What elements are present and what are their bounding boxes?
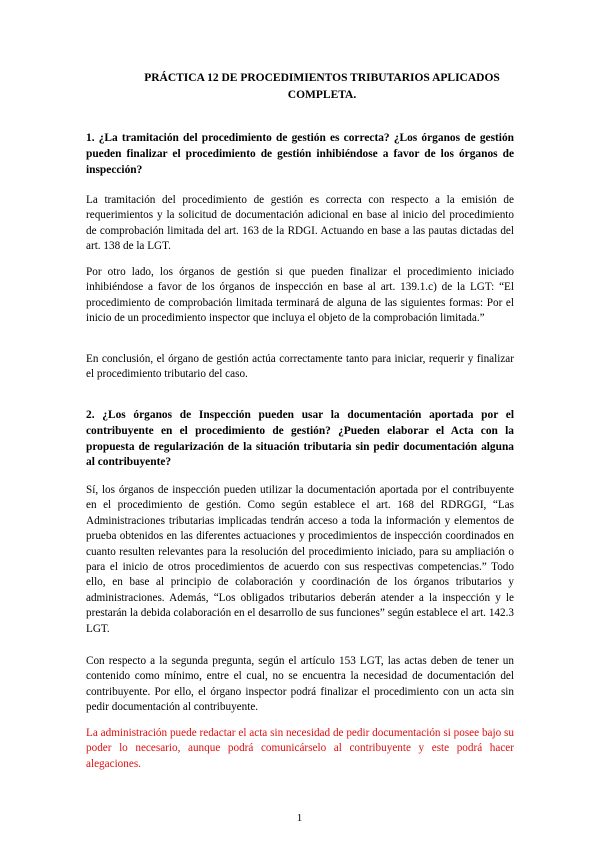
title-line-2: COMPLETA. — [287, 89, 357, 101]
document-title — [100, 70, 544, 104]
answer-1-paragraph-3: En conclusión, el órgano de gestión actúa correctamente tanto para iniciar, requerir y finalizar el procedimiento tributario del caso. — [86, 353, 514, 381]
question-1: 1. ¿La tramitación del procedimiento de gestión es correcta? ¿Los órganos de gestión pueden finalizar el procedimiento de gestión inhibiéndose a favor de los órganos de inspección? — [86, 132, 514, 176]
answer-2-paragraph-2: Con respecto a la segunda pregunta, según el artículo 153 LGT, las actas deben de tener un contenido como mínimo, entre el cual, no se encuentra la necesidad de documentación del contribuyente. Por ello, el órgano inspector podrá finalizar el procedimiento con un acta sin pedir documentación al contribuyente. — [86, 655, 514, 714]
answer-2-paragraph-3-red: La administración puede redactar el acta sin necesidad de pedir documentación si posee bajo su poder lo necesario, aunque podrá comunicárselo al contribuyente y este podrá hacer alegaciones. — [86, 727, 514, 770]
title-line-1: PRÁCTICA 12 DE PROCEDIMIENTOS TRIBUTARIOS APLICADOS — [144, 72, 500, 84]
question-2: 2. ¿Los órganos de Inspección pueden usar la documentación aportada por el contribuyente en el procedimiento de gestión? ¿Pueden elaborar el Acta con la propuesta de regularización de la situación tributaria sin pedir documentación alguna al contribuyente? — [86, 409, 514, 469]
page-number: 1 — [296, 812, 303, 824]
answer-1-paragraph-1: La tramitación del procedimiento de gestión es correcta con respecto a la emisión de requerimientos y la solicitud de documentación adicional en base al inicio del procedimiento de comprobación limitada del art. 163 de la RDGI. Actuando en base a las pautas dictadas del art. 138 de la LGT. — [86, 194, 514, 253]
answer-2-paragraph-1: Sí, los órganos de inspección pueden utilizar la documentación aportada por el contribuyente en el procedimiento de gestión. Como según establece el art. 168 del RDRGGI, “Las Administraciones tributarias implicadas tendrán acceso a toda la información y elementos de prueba obtenidos en las diferentes actuaciones y procedimientos de inspección coordinados en cuanto resulten relevantes para la resolución del procedimiento iniciado, para su ampliación o para el inicio de otros procedimientos de acuerdo con sus respectivas competencias.” Todo ello, en base al principio de colaboración y coordinación de los órganos tributarios y administraciones. Además, “Los obligados tributarios deberán atender a la inspección y le prestarán la debida colaboración en el desarrollo de sus funciones” según establece el art. 142.3 LGT. — [86, 484, 514, 635]
answer-1-paragraph-2: Por otro lado, los órganos de gestión si que pueden finalizar el procedimiento iniciado inhibiéndose a favor de los órganos de inspección en base al art. 139.1.c) de la LGT: “El procedimiento de comprobación limitada terminará de alguna de las siguientes formas: Por el inicio de un procedimiento inspector que incluya el objeto de la comprobación limitada.” — [86, 266, 514, 325]
